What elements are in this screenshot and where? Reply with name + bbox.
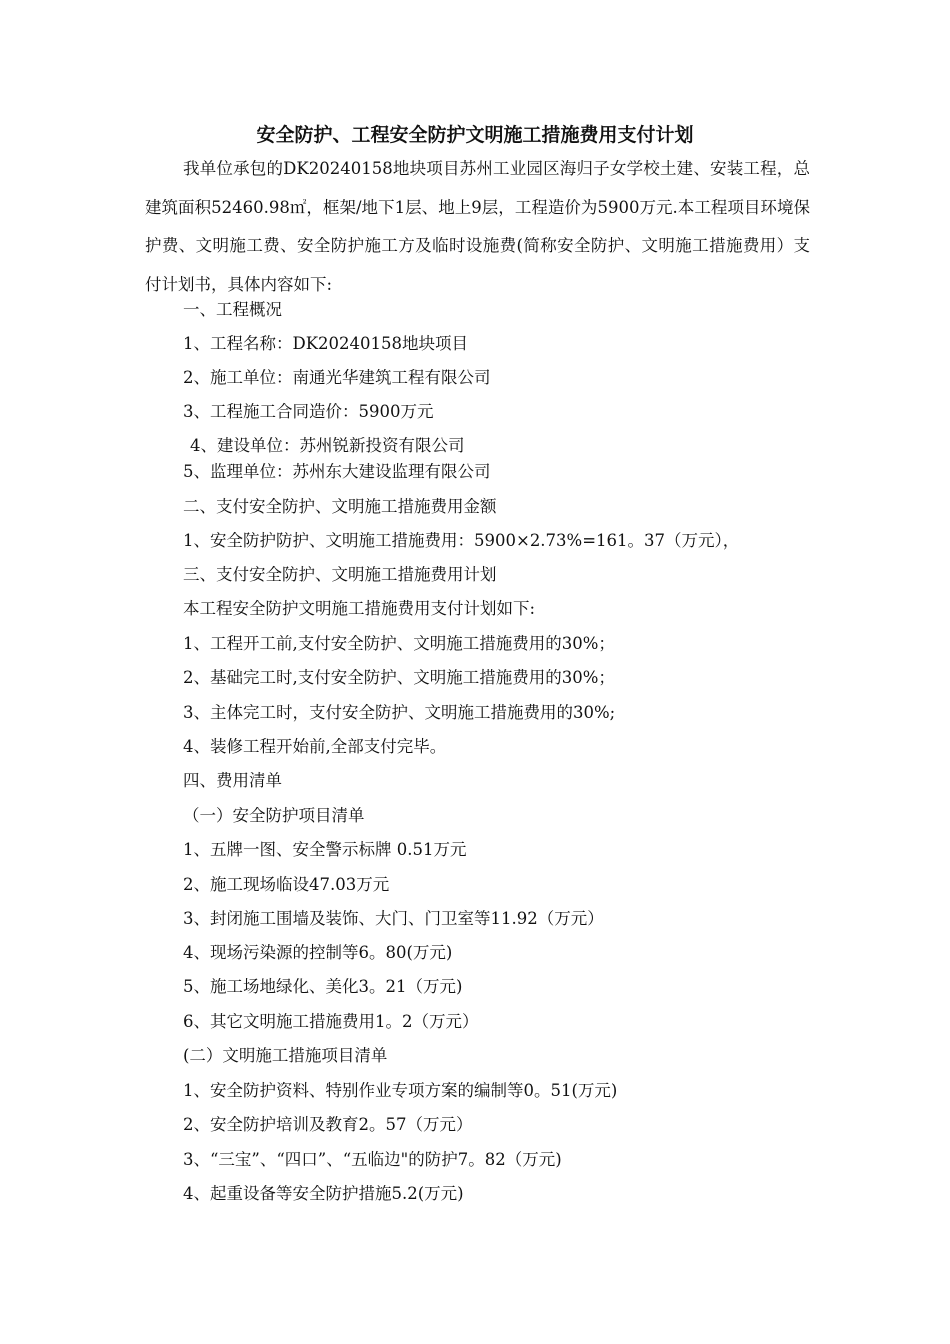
plan-step-4: 4、装修工程开始前,全部支付完毕。 [183,737,447,756]
safety-item-4: 4、现场污染源的控制等6。80(万元) [183,943,453,962]
safety-item-6: 6、其它文明施工措施费用1。2（万元） [183,1012,479,1031]
plan-step-2: 2、基础完工时,支付安全防护、文明施工措施费用的30%； [183,668,615,687]
subsection-civilized-list: (二）文明施工措施项目清单 [183,1046,388,1065]
safety-item-3: 3、封闭施工围墙及装饰、大门、门卫室等11.92（万元） [183,909,604,928]
safety-item-1: 1、五牌一图、安全警示标牌 0.51万元 [183,840,467,859]
civilized-item-4: 4、起重设备等安全防护措施5.2(万元) [183,1184,464,1203]
intro-paragraph: 我单位承包的DK20240158地块项目苏州工业园区海归子女学校土建、安装工程，总建筑面积52460.98㎡，框架/地下1层、地上9层，工程造价为5900万元.本工程项目环境保护费、文明施工费、安全防护施工方及临时设施费(简称安全防护、文明施工措施费用）支付计划书，具体内容如下: [145,159,810,294]
project-name-line: 1、工程名称：DK20240158地块项目 [183,334,469,353]
safety-item-5: 5、施工场地绿化、美化3。21（万元) [183,977,463,996]
plan-intro-line: 本工程安全防护文明施工措施费用支付计划如下: [183,599,536,618]
civilized-item-3: 3、“三宝”、“四口”、“五临边"的防护7。82（万元) [183,1150,562,1169]
fee-amount-line: 1、安全防护防护、文明施工措施费用：5900×2.73%=161。37（万元）， [183,531,740,550]
section-heading-list: 四、费用清单 [183,771,282,790]
safety-item-2: 2、施工现场临设47.03万元 [183,875,390,894]
section-heading-amount: 二、支付安全防护、文明施工措施费用金额 [183,497,497,516]
plan-step-3: 3、主体完工时，支付安全防护、文明施工措施费用的30%; [183,703,616,722]
section-heading-plan: 三、支付安全防护、文明施工措施费用计划 [183,565,497,584]
construction-unit-line: 2、施工单位：南通光华建筑工程有限公司 [183,368,491,387]
subsection-safety-list: （一）安全防护项目清单 [183,806,365,825]
section-heading-overview: 一、工程概况 [183,300,282,319]
civilized-item-1: 1、安全防护资料、特别作业专项方案的编制等0。51(万元) [183,1081,618,1100]
plan-step-1: 1、工程开工前,支付安全防护、文明施工措施费用的30%； [183,634,615,653]
civilized-item-2: 2、安全防护培训及教育2。57（万元） [183,1115,473,1134]
document-title: 安全防护、工程安全防护文明施工措施费用支付计划 [256,124,694,146]
supervision-unit-line: 5、监理单位：苏州东大建设监理有限公司 [183,462,491,481]
contract-price-line: 3、工程施工合同造价：5900万元 [183,402,434,421]
client-unit-line: 4、建设单位：苏州锐新投资有限公司 [190,436,465,455]
